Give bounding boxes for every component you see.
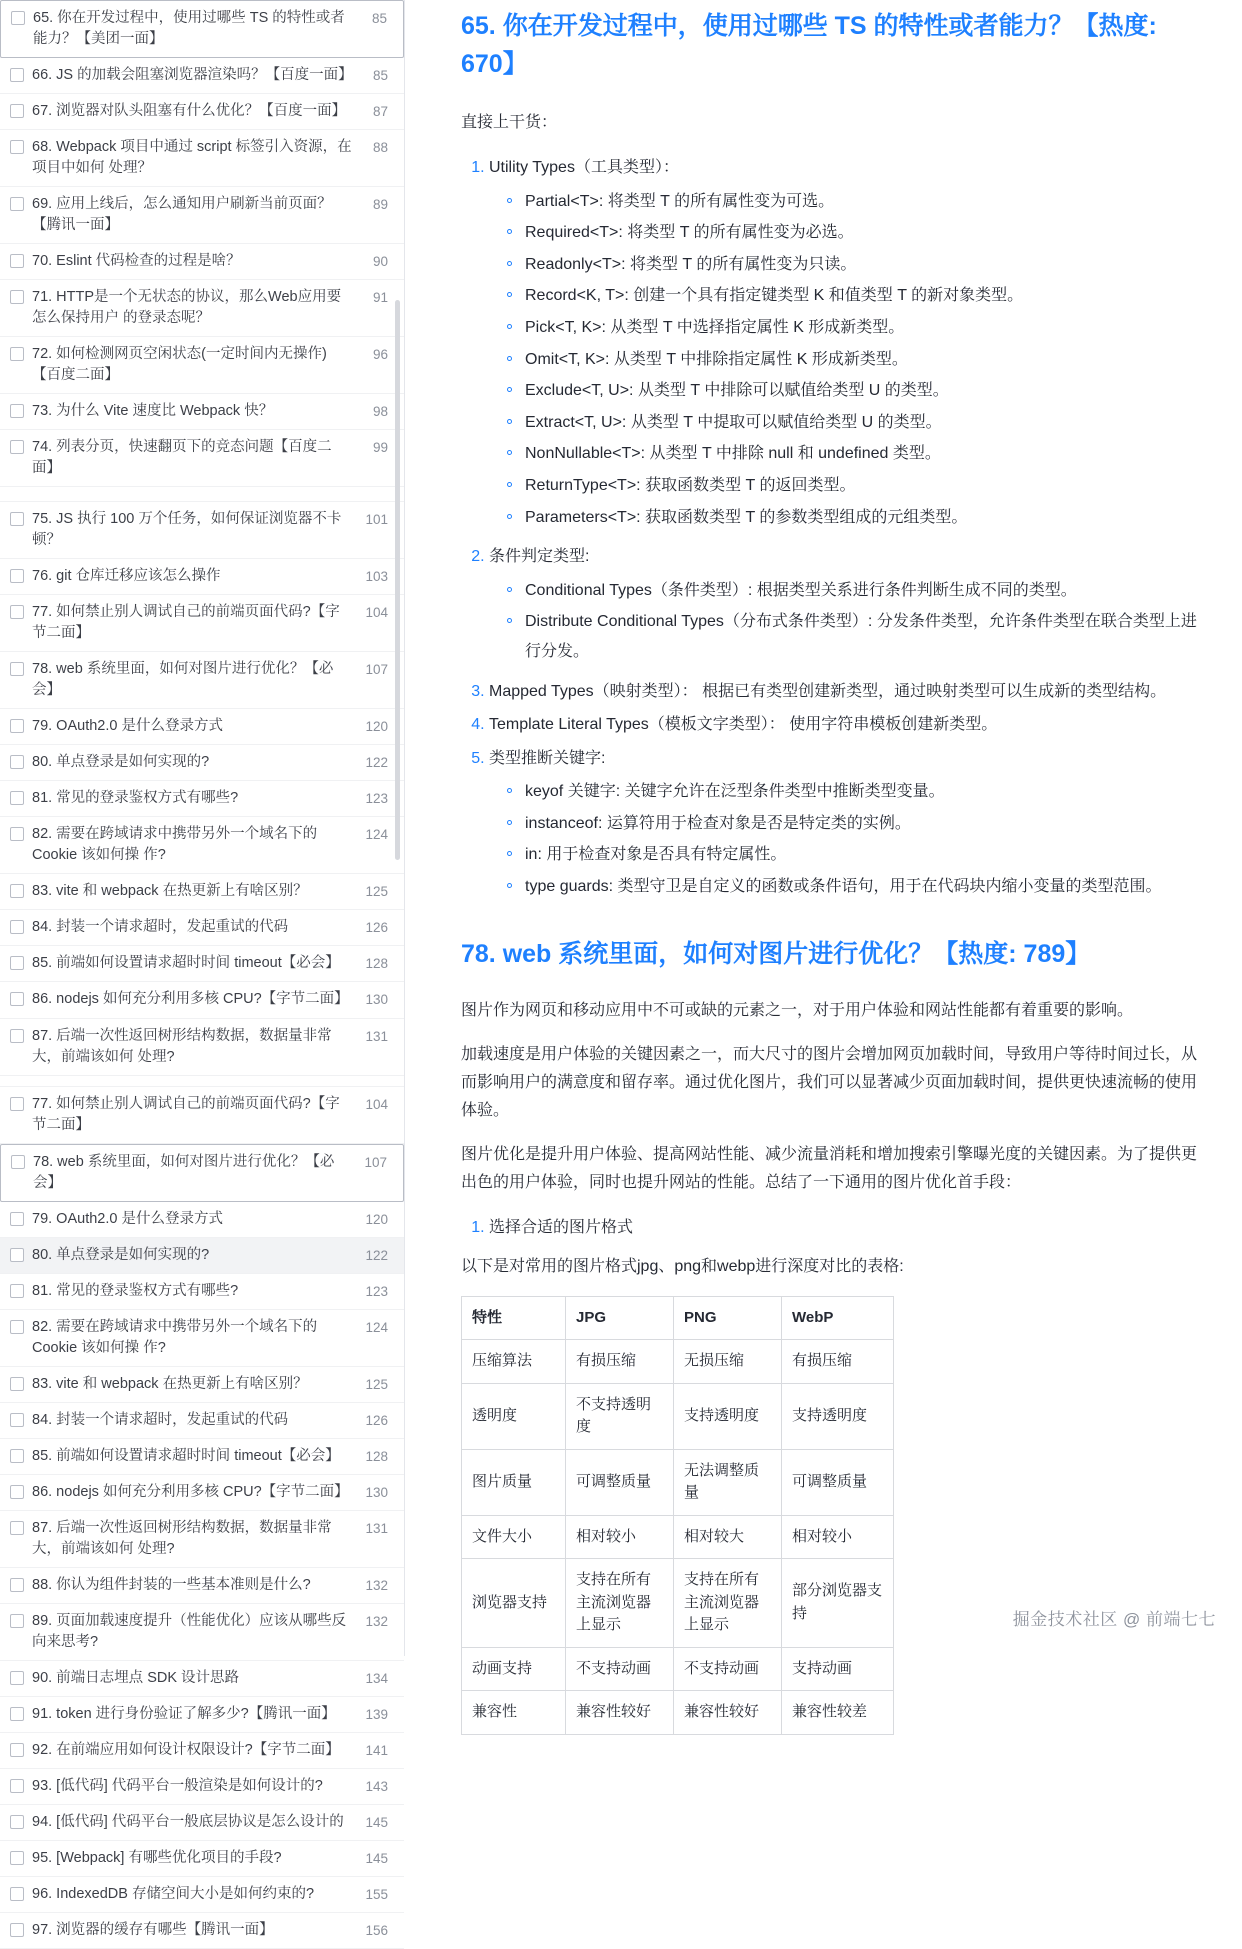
outline-item[interactable] (0, 1202, 404, 1238)
section-78-para-1: 图片作为网页和移动应用中不可或缺的元素之一，对于用户体验和网站性能都有着重要的影响。 (461, 1002, 1134, 1020)
outline-item-page: 132 (365, 1613, 388, 1629)
checkbox-icon[interactable] (10, 68, 24, 82)
list-item (489, 153, 1206, 532)
outline-item-label: 97. 浏览器的缓存有哪些【腾讯一面】 (32, 1921, 274, 1938)
outline-item-label: 74. 列表分页，快速翻页下的竞态问题【百度二面】 (32, 439, 332, 477)
checkbox-icon[interactable] (10, 104, 24, 118)
outline-item[interactable] (0, 910, 404, 946)
table-header-row (462, 1296, 894, 1340)
table-cell: 兼容性较好 (674, 1691, 782, 1735)
outline-item-label: 69. 应用上线后，怎么通知用户刷新当前页面？【腾讯一面】 (32, 196, 332, 234)
outline-item-page: 130 (365, 992, 388, 1008)
outline-item-label: 73. 为什么 Vite 速度比 Webpack 快？ (32, 403, 274, 420)
outline-item-label: 84. 封装一个请求超时，发起重试的代码 (32, 919, 289, 936)
outline-item-page: 91 (372, 290, 388, 306)
outline-item[interactable] (0, 244, 404, 280)
outline-item[interactable] (0, 1475, 404, 1511)
outline-divider (0, 1076, 404, 1086)
outline-item[interactable] (0, 1403, 404, 1439)
list-item (489, 677, 1206, 707)
outline-item-label: 85. 前端如何设置请求超时时间 timeout【必会】 (32, 955, 340, 972)
outline-item-label: 83. vite 和 webpack 在热更新上有啥区别？ (32, 1375, 308, 1392)
outline-item-page: 107 (365, 662, 388, 678)
table-cell: 文件大小 (462, 1515, 566, 1559)
sub-list-item: Partial<T>: 将类型 T 的所有属性变为可选。 (507, 187, 1206, 217)
outline-item[interactable] (0, 817, 404, 874)
outline-item[interactable] (0, 652, 404, 709)
checkbox-icon[interactable] (10, 1779, 24, 1793)
outline-item-label: 75. JS 执行 100 万个任务，如何保证浏览器不卡顿？ (32, 511, 342, 549)
outline-item[interactable] (0, 502, 404, 559)
outline-item-page: 126 (365, 1412, 388, 1428)
checkbox-icon[interactable] (10, 1743, 24, 1757)
table-cell: 部分浏览器支持 (782, 1559, 894, 1648)
outline-item[interactable] (0, 1877, 404, 1913)
outline-item-label: 77. 如何禁止别人调试自己的前端页面代码?【字节二面】 (32, 1095, 340, 1133)
table-cell: 支持透明度 (674, 1383, 782, 1449)
outline-item-page: 128 (365, 956, 388, 972)
table-row (462, 1515, 894, 1559)
checkbox-icon[interactable] (10, 1614, 24, 1628)
checkbox-icon[interactable] (10, 791, 24, 805)
outline-item-page: 122 (365, 1247, 388, 1263)
outline-item[interactable] (0, 1733, 404, 1769)
sub-list-item: Readonly<T>: 将类型 T 的所有属性变为只读。 (507, 250, 1206, 280)
sub-list (489, 187, 1206, 533)
checkbox-icon[interactable] (10, 1851, 24, 1865)
section-78-para-3: 图片优化是提升用户体验、提高网站性能、减少流量消耗和增加搜索引擎曝光度的关键因素。为了提供更出色的用户体验，同时也提升网站的性能。总结了一下通用的图片优化首手段： (461, 1146, 1198, 1192)
outline-item-label: 79. OAuth2.0 是什么登录方式 (32, 718, 223, 735)
table-cell: 可调整质量 (566, 1449, 674, 1515)
table-cell: 不支持动画 (566, 1647, 674, 1691)
list-item-label: Utility Types（工具类型）： (489, 159, 679, 176)
checkbox-icon[interactable] (10, 605, 24, 619)
outline-item-page: 85 (371, 11, 387, 26)
table-header-cell: JPG (566, 1296, 674, 1340)
outline-item-page: 123 (365, 791, 388, 807)
list-item-label: 类型推断关键字: (489, 749, 606, 767)
list-item-label: 条件判定类型: (489, 548, 590, 566)
outline-item-page: 130 (365, 1484, 388, 1500)
table-row (462, 1340, 894, 1384)
section-78-list (461, 1213, 1206, 1243)
checkbox-icon[interactable] (10, 440, 24, 454)
outline-item-page: 132 (365, 1577, 388, 1593)
table-cell: 支持在所有主流浏览器上显示 (566, 1559, 674, 1648)
outline-item-label: 85. 前端如何设置请求超时时间 timeout【必会】 (32, 1447, 340, 1464)
outline-item-label: 83. vite 和 webpack 在热更新上有啥区别？ (32, 883, 308, 900)
outline-item-label: 80. 单点登录是如何实现的? (32, 754, 210, 771)
outline-item[interactable] (0, 1769, 404, 1805)
checkbox-icon[interactable] (10, 1320, 24, 1334)
sub-list-item: NonNullable<T>: 从类型 T 中排除 null 和 undefined 类型。 (507, 439, 1206, 469)
outline-item-label: 79. OAuth2.0 是什么登录方式 (32, 1210, 223, 1227)
outline-item-label: 93. [低代码] 代码平台一般渲染是如何设计的? (32, 1777, 323, 1794)
outline-item[interactable] (0, 1568, 404, 1604)
list-item-label: Mapped Types（映射类型）： 根据已有类型创建新类型，通过映射类型可以生成新的类型结构。 (489, 682, 1167, 700)
table-cell: 不支持动画 (674, 1647, 782, 1691)
table-cell: 压缩算法 (462, 1340, 566, 1384)
list-item (489, 744, 1206, 902)
outline-item-page: 122 (365, 755, 388, 771)
section-65-list (461, 153, 1206, 902)
outline-item-page: 98 (372, 404, 388, 420)
outline-item-page: 124 (365, 827, 388, 843)
list-item: 1. 选择合适的图片格式 (489, 1213, 1206, 1243)
outline-item-label: 67. 浏览器对队头阻塞有什么优化？【百度一面】 (32, 103, 347, 120)
outline-item[interactable] (0, 709, 404, 745)
outline-item-label: 86. nodejs 如何充分利用多核 CPU?【字节二面】 (32, 991, 349, 1008)
checkbox-icon[interactable] (10, 1707, 24, 1721)
sub-list (489, 576, 1206, 667)
checkbox-icon[interactable] (10, 140, 24, 154)
checkbox-icon[interactable] (10, 884, 24, 898)
sub-list-item: Distribute Conditional Types（分布式条件类型）: 分发条件类型，允许条件类型在联合类型上进行分发。 (507, 607, 1206, 666)
outline-item[interactable] (0, 1274, 404, 1310)
table-cell: 不支持透明度 (566, 1383, 674, 1449)
checkbox-icon[interactable] (11, 11, 25, 25)
table-cell: 相对较小 (566, 1515, 674, 1559)
checkbox-icon[interactable] (10, 1923, 24, 1937)
outline-item-page: 104 (365, 1096, 388, 1112)
outline-item[interactable] (0, 187, 404, 244)
outline-item-label: 65. 你在开发过程中，使用过哪些 TS 的特性或者能力？【美团一面】 (33, 10, 345, 48)
outline-item[interactable] (0, 745, 404, 781)
outline-item-page: 128 (365, 1448, 388, 1464)
checkbox-icon[interactable] (10, 920, 24, 934)
sub-list-item: Conditional Types（条件类型）: 根据类型关系进行条件判断生成不同的类型。 (507, 576, 1206, 606)
list-item (489, 542, 1206, 666)
table-cell: 图片质量 (462, 1449, 566, 1515)
checkbox-icon[interactable] (10, 569, 24, 583)
outline-item-label: 78. web 系统里面，如何对图片进行优化？【必会】 (32, 661, 334, 699)
outline-item-label: 82. 需要在跨域请求中携带另外一个域名下的 Cookie 该如何操 作? (32, 1318, 318, 1356)
sub-list-item: Omit<T, K>: 从类型 T 中排除指定属性 K 形成新类型。 (507, 345, 1206, 375)
outline-item-page: 126 (365, 920, 388, 936)
sub-list (489, 777, 1206, 901)
outline-item-page: 139 (365, 1706, 388, 1722)
table-header-cell: WebP (782, 1296, 894, 1340)
outline-item-page: 145 (365, 1814, 388, 1830)
checkbox-icon[interactable] (10, 1413, 24, 1427)
outline-item-label: 77. 如何禁止别人调试自己的前端页面代码?【字节二面】 (32, 604, 340, 642)
sub-list-item: in: 用于检查对象是否具有特定属性。 (507, 840, 1206, 870)
outline-item-page: 134 (365, 1670, 388, 1686)
outline-item-page: 124 (365, 1319, 388, 1335)
checkbox-icon[interactable] (10, 1248, 24, 1262)
outline-item[interactable] (0, 1511, 404, 1568)
section-65-intro: 直接上干货： (461, 114, 558, 131)
outline-item-page: 125 (365, 1376, 388, 1392)
checkbox-icon[interactable] (10, 197, 24, 211)
sub-list-item: Extract<T, U>: 从类型 T 中提取可以赋值给类型 U 的类型。 (507, 408, 1206, 438)
outline-item-page: 156 (365, 1922, 388, 1938)
outline-item-page: 131 (365, 1028, 388, 1044)
checkbox-icon[interactable] (10, 512, 24, 526)
sidebar-scrollbar[interactable] (396, 0, 402, 1656)
outline-sidebar[interactable] (0, 0, 405, 1938)
checkbox-icon[interactable] (10, 755, 24, 769)
outline-item-label: 81. 常见的登录鉴权方式有哪些? (32, 790, 239, 807)
outline-item[interactable] (0, 1805, 404, 1841)
table-row (462, 1383, 894, 1449)
outline-item[interactable] (0, 982, 404, 1018)
outline-item-label: 71. HTTP是一个无状态的协议，那么Web应用要怎么保持用户 的登录态呢？ (32, 289, 342, 327)
outline-item[interactable] (0, 1661, 404, 1697)
outline-item-page: 155 (365, 1886, 388, 1902)
table-cell: 兼容性较好 (566, 1691, 674, 1735)
checkbox-icon[interactable] (10, 1887, 24, 1901)
checkbox-icon[interactable] (10, 290, 24, 304)
outline-item-label: 76. git 仓库迁移应该怎么操作 (32, 568, 221, 585)
outline-item-label: 66. JS 的加载会阻塞浏览器渲染吗？【百度一面】 (32, 67, 353, 84)
table-cell: 兼容性较差 (782, 1691, 894, 1735)
checkbox-icon[interactable] (10, 1485, 24, 1499)
outline-item-label: 96. IndexedDB 存储空间大小是如何约束的? (32, 1885, 315, 1902)
outline-item[interactable] (0, 559, 404, 595)
outline-item-page: 85 (372, 68, 388, 84)
outline-item[interactable] (0, 1439, 404, 1475)
outline-item-label: 68. Webpack 项目中通过 script 标签引入资源，在项目中如何 处理？ (32, 139, 352, 177)
outline-item-page: 88 (372, 140, 388, 156)
outline-item-page: 143 (365, 1778, 388, 1794)
section-78-table-intro: 以下是对常用的图片格式jpg、png和webp进行深度对比的表格: (461, 1257, 904, 1275)
outline-spacer (0, 487, 404, 502)
table-cell: 动画支持 (462, 1647, 566, 1691)
outline-item-label: 86. nodejs 如何充分利用多核 CPU?【字节二面】 (32, 1483, 349, 1500)
outline-item-label: 95. [Webpack] 有哪些优化项目的手段? (32, 1849, 282, 1866)
outline-item[interactable] (0, 130, 404, 187)
outline-item-label: 89. 页面加载速度提升（性能优化）应该从哪些反向来思考? (32, 1612, 347, 1650)
table-header-cell: PNG (674, 1296, 782, 1340)
outline-item-page: 141 (365, 1742, 388, 1758)
outline-item-page: 90 (372, 254, 388, 270)
outline-item-label: 80. 单点登录是如何实现的? (32, 1246, 210, 1263)
section-78-para-2: 加载速度是用户体验的关键因素之一，而大尺寸的图片会增加网页加载时间，导致用户等待时间过长，从而影响用户的满意度和留存率。通过优化图片，我们可以显著减少页面加载时间，提供更快速流畅的使用体验。 (461, 1046, 1198, 1120)
outline-item-page: 120 (365, 1211, 388, 1227)
outline-item[interactable] (0, 1019, 404, 1076)
checkbox-icon[interactable] (10, 992, 24, 1006)
table-cell: 无法调整质量 (674, 1449, 782, 1515)
table-cell: 有损压缩 (782, 1340, 894, 1384)
table-header-cell: 特性 (462, 1296, 566, 1340)
checkbox-icon[interactable] (10, 1212, 24, 1226)
checkbox-icon[interactable] (10, 1815, 24, 1829)
sub-list-item: instanceof: 运算符用于检查对象是否是特定类的实例。 (507, 809, 1206, 839)
table-cell: 兼容性 (462, 1691, 566, 1735)
outline-item[interactable] (0, 874, 404, 910)
outline-item-label: 94. [低代码] 代码平台一般底层协议是怎么设计的 (32, 1813, 344, 1830)
checkbox-icon[interactable] (10, 1449, 24, 1463)
outline-item-page: 104 (365, 605, 388, 621)
outline-item-page: 107 (364, 1154, 387, 1170)
outline-item[interactable] (0, 1238, 404, 1274)
outline-item-label: 72. 如何检测网页空闲状态(一定时间内无操作)【百度二面】 (32, 346, 327, 384)
checkbox-icon[interactable] (11, 1155, 25, 1169)
sub-list-item: Pick<T, K>: 从类型 T 中选择指定属性 K 形成新类型。 (507, 313, 1206, 343)
document-content (405, 0, 1242, 1721)
table-cell: 透明度 (462, 1383, 566, 1449)
sub-list-item: keyof 关键字: 关键字允许在泛型条件类型中推断类型变量。 (507, 777, 1206, 807)
outline-item[interactable] (0, 1310, 404, 1367)
outline-item[interactable] (0, 1697, 404, 1733)
table-row (462, 1647, 894, 1691)
outline-item-label: 87. 后端一次性返回树形结构数据，数据量非常大，前端该如何 处理? (32, 1027, 332, 1065)
table-cell: 相对较小 (782, 1515, 894, 1559)
outline-item[interactable] (0, 430, 404, 487)
outline-item[interactable] (0, 58, 404, 94)
outline-item-page: 101 (365, 512, 388, 528)
checkbox-icon[interactable] (10, 662, 24, 676)
sub-list-item: Exclude<T, U>: 从类型 T 中排除可以赋值给类型 U 的类型。 (507, 376, 1206, 406)
sub-list-item: Record<K, T>: 创建一个具有指定键类型 K 和值类型 T 的新对象类型。 (507, 281, 1206, 311)
outline-item-page: 120 (365, 719, 388, 735)
outline-item[interactable] (0, 94, 404, 130)
outline-item[interactable] (0, 1086, 404, 1144)
outline-item-page: 96 (372, 347, 388, 363)
table-row (462, 1559, 894, 1648)
outline-item-label: 87. 后端一次性返回树形结构数据，数据量非常大，前端该如何 处理? (32, 1519, 332, 1557)
outline-item-page: 99 (372, 440, 388, 456)
outline-item[interactable] (0, 0, 404, 58)
table-cell: 无损压缩 (674, 1340, 782, 1384)
outline-item[interactable] (0, 1367, 404, 1403)
checkbox-icon[interactable] (10, 1521, 24, 1535)
table-cell: 相对较大 (674, 1515, 782, 1559)
checkbox-icon[interactable] (10, 719, 24, 733)
table-row (462, 1691, 894, 1735)
outline-item-label: 81. 常见的登录鉴权方式有哪些? (32, 1282, 239, 1299)
outline-item-label: 84. 封装一个请求超时，发起重试的代码 (32, 1411, 289, 1428)
sub-list-item: type guards: 类型守卫是自定义的函数或条件语句，用于在代码块内缩小变量的类型范围。 (507, 872, 1206, 902)
outline-item-page: 89 (372, 197, 388, 213)
outline-item-label: 88. 你认为组件封装的一些基本准则是什么? (32, 1576, 311, 1593)
section-78-title: 78. web 系统里面，如何对图片进行优化？【热度: 789】 (461, 939, 1091, 968)
list-item-label: Template Literal Types（模板文字类型）： 使用字符串模板创建新类型。 (489, 716, 998, 734)
outline-item[interactable] (0, 946, 404, 982)
outline-item[interactable] (0, 1841, 404, 1877)
outline-item[interactable] (0, 337, 404, 394)
sidebar-scrollbar-thumb[interactable] (395, 300, 400, 860)
checkbox-icon[interactable] (10, 827, 24, 841)
checkbox-icon[interactable] (10, 347, 24, 361)
outline-item-page: 87 (372, 104, 388, 120)
outline-item[interactable] (0, 280, 404, 337)
checkbox-icon[interactable] (10, 1377, 24, 1391)
outline-item-label: 82. 需要在跨域请求中携带另外一个域名下的 Cookie 该如何操 作? (32, 826, 318, 864)
outline-item[interactable] (0, 1913, 404, 1949)
outline-item-page: 145 (365, 1850, 388, 1866)
watermark: 掘金技术社区 @ 前端七七 (1012, 1610, 1216, 1629)
sub-list-item: Parameters<T>: 获取函数类型 T 的参数类型组成的元组类型。 (507, 503, 1206, 533)
checkbox-icon[interactable] (10, 1671, 24, 1685)
table-cell: 有损压缩 (566, 1340, 674, 1384)
outline-item-page: 125 (365, 884, 388, 900)
outline-bottom-group (0, 1086, 404, 1949)
outline-top-group (0, 0, 404, 1076)
list-item (489, 710, 1206, 740)
table-row (462, 1449, 894, 1515)
table-cell: 支持在所有主流浏览器上显示 (674, 1559, 782, 1648)
outline-item-label: 90. 前端日志埋点 SDK 设计思路 (32, 1669, 240, 1686)
checkbox-icon[interactable] (10, 1029, 24, 1043)
checkbox-icon[interactable] (10, 1578, 24, 1592)
table-cell: 支持动画 (782, 1647, 894, 1691)
outline-item-page: 103 (365, 569, 388, 585)
section-65-title: 65. 你在开发过程中，使用过哪些 TS 的特性或者能力？【热度: 670】 (461, 12, 1157, 78)
sub-list-item: Required<T>: 将类型 T 的所有属性变为必选。 (507, 218, 1206, 248)
outline-item-label: 92. 在前端应用如何设计权限设计?【字节二面】 (32, 1741, 340, 1758)
outline-item[interactable] (0, 394, 404, 430)
outline-item[interactable] (0, 1604, 404, 1661)
checkbox-icon[interactable] (10, 1097, 24, 1111)
outline-item[interactable] (0, 1144, 404, 1202)
outline-item[interactable] (0, 595, 404, 652)
checkbox-icon[interactable] (10, 404, 24, 418)
outline-item-page: 131 (365, 1520, 388, 1536)
checkbox-icon[interactable] (10, 1284, 24, 1298)
table-cell: 可调整质量 (782, 1449, 894, 1515)
outline-item[interactable] (0, 781, 404, 817)
image-format-comparison-table (461, 1296, 894, 1735)
outline-item-label: 91. token 进行身份验证了解多少?【腾讯一面】 (32, 1705, 336, 1722)
checkbox-icon[interactable] (10, 956, 24, 970)
outline-item-label: 70. Eslint 代码检查的过程是啥？ (32, 253, 241, 270)
outline-item-label: 78. web 系统里面，如何对图片进行优化？【必会】 (33, 1153, 335, 1191)
sub-list-item: ReturnType<T>: 获取函数类型 T 的返回类型。 (507, 471, 1206, 501)
checkbox-icon[interactable] (10, 254, 24, 268)
table-cell: 支持透明度 (782, 1383, 894, 1449)
table-cell: 浏览器支持 (462, 1559, 566, 1648)
outline-item-page: 123 (365, 1283, 388, 1299)
